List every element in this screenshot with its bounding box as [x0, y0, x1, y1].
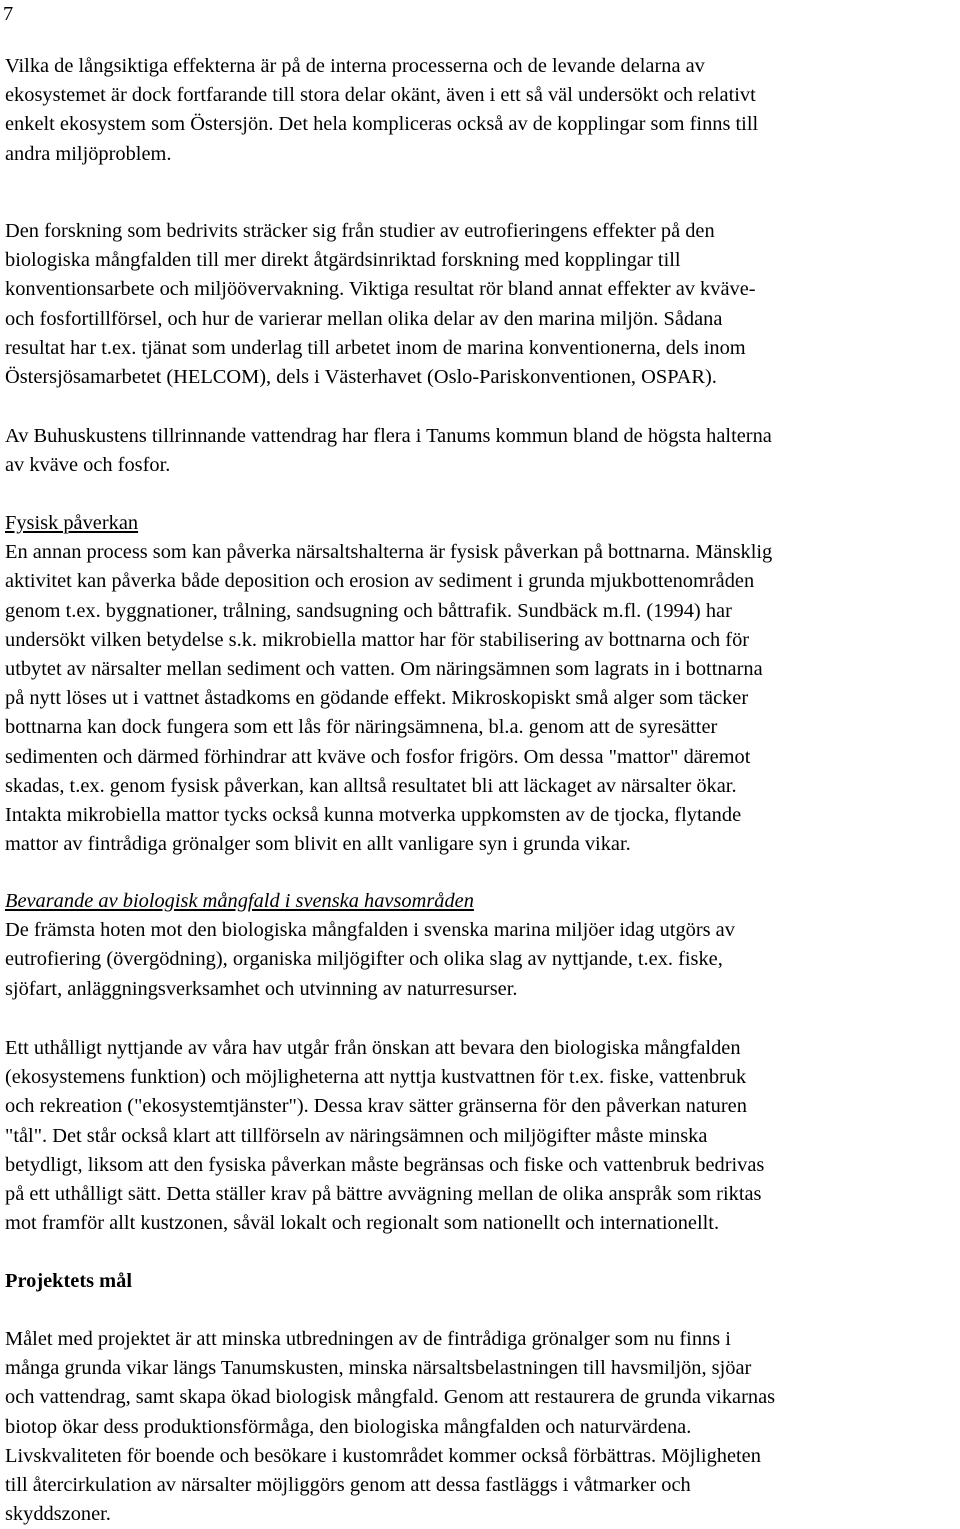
- text-line: Östersjösamarbetet (HELCOM), dels i Västerhavet (Oslo-Pariskonventionen, OSPAR).: [5, 365, 717, 388]
- text-line: sedimenten och därmed förhindrar att kväve och fosfor frigörs. Om dessa "mattor" däremot: [5, 745, 751, 768]
- text-line: till återcirkulation av närsalter möjliggörs genom att dessa fastläggs i våtmarker och: [5, 1473, 691, 1496]
- text-line: En annan process som kan påverka närsaltshalterna är fysisk påverkan på bottnarna. Mänsklig: [5, 541, 773, 564]
- text-line: på nytt löses ut i vattnet åstadkoms en gödande effekt. Mikroskopiskt små alger som täcker: [5, 687, 749, 710]
- text-line: genom t.ex. byggnationer, trålning, sandsugning och båttrafik. Sundbäck m.fl. (1994) har: [5, 599, 732, 622]
- paragraph-sustainable-use: [5, 1034, 960, 1238]
- text-line: (ekosystemens funktion) och möjligheterna att nyttja kustvattnen för t.ex. fiske, vattenbruk: [5, 1066, 747, 1089]
- text-line: ekosystemet är dock fortfarande till stora delar okänt, även i ett så väl undersökt och relativt: [5, 84, 756, 107]
- paragraph-long-term-effects: [5, 52, 960, 169]
- text-line: biotop ökar dess produktionsförmåga, den biologiska mångfalden och naturvärdena.: [5, 1415, 692, 1438]
- text-line: resultat har t.ex. tjänat som underlag till arbetet inom de marina konventionerna, dels inom: [5, 336, 746, 359]
- section-heading: Projektets mål: [5, 1270, 133, 1292]
- text-line: sjöfart, anläggningsverksamhet och utvinning av naturresurser.: [5, 977, 518, 1000]
- text-line: Den forskning som bedrivits sträcker sig från studier av eutrofieringens effekter på den: [5, 220, 715, 242]
- section-project-goal-heading: [5, 1267, 960, 1296]
- text-line: mot framför allt kustzonen, såväl lokalt och regionalt som nationellt och internationellt.: [5, 1212, 720, 1235]
- paragraph-bohuslan-streams: [5, 422, 960, 480]
- text-line: utbytet av närsalter mellan sediment och vatten. Om näringsämnen som lagrats in i bottnarna: [5, 657, 763, 680]
- text-line: skadas, t.ex. genom fysisk påverkan, kan alltså resultatet bli att läckaget av närsalter ökar.: [5, 774, 737, 797]
- text-line: Ett uthålligt nyttjande av våra hav utgår från önskan att bevara den biologiska mångfalden: [5, 1037, 741, 1059]
- section-heading: Bevarande av biologisk mångfald i svenska havsområden: [5, 890, 474, 912]
- page-number: 7: [3, 3, 14, 25]
- section-physical-impact: [5, 509, 960, 859]
- text-line: aktivitet kan påverka både deposition och erosion av sediment i grunda mjukbottenområden: [5, 570, 755, 593]
- text-line: många grunda vikar längs Tanumskusten, minska närsaltsbelastningen till havsmiljön, sjöar: [5, 1357, 752, 1380]
- text-line: undersökt vilken betydelse s.k. mikrobiella mattor har för stabilisering av bottnarna och för: [5, 628, 750, 651]
- paragraph-research: [5, 217, 960, 392]
- text-line: De främsta hoten mot den biologiska mångfalden i svenska marina miljöer idag utgörs av: [5, 919, 735, 942]
- text-line: bottnarna kan dock fungera som ett lås för näringsämnena, bl.a. genom att de syresätter: [5, 716, 718, 739]
- text-line: på ett uthålligt sätt. Detta ställer krav på bättre avvägning mellan de olika anspråk som riktas: [5, 1182, 762, 1205]
- text-line: biologiska mångfalden till mer direkt åtgärdsinriktad forskning med kopplingar till: [5, 249, 681, 272]
- text-line: enkelt ekosystem som Östersjön. Det hela kompliceras också av de kopplingar som finns till: [5, 113, 759, 136]
- text-line: och rekreation ("ekosystemtjänster"). Dessa krav sätter gränserna för den påverkan naturen: [5, 1095, 747, 1118]
- section-biodiversity: [5, 887, 960, 1004]
- text-line: "tål". Det står också klart att tillförseln av näringsämnen och miljögifter måste minska: [5, 1124, 708, 1147]
- text-line: Intakta mikrobiella mattor tycks också kunna motverka uppkomsten av de tjocka, flytande: [5, 803, 742, 826]
- section-heading: Fysisk påverkan: [5, 512, 139, 534]
- text-line: Vilka de långsiktiga effekterna är på de interna processerna och de levande delarna av: [5, 55, 705, 77]
- text-line: mattor av fintrådiga grönalger som blivit en allt vanligare syn i grunda vikar.: [5, 833, 631, 856]
- text-line: Livskvaliteten för boende och besökare i kustområdet kommer också förbättras. Möjligheten: [5, 1444, 761, 1467]
- text-line: eutrofiering (övergödning), organiska miljögifter och olika slag av nyttjande, t.ex. fiske,: [5, 948, 723, 971]
- text-line: och vattendrag, samt skapa ökad biologisk mångfald. Genom att restaurera de grunda vikarnas: [5, 1386, 776, 1409]
- text-line: Målet med projektet är att minska utbredningen av de fintrådiga grönalger som nu finns i: [5, 1328, 731, 1350]
- text-line: konventionsarbete och miljöövervakning. Viktiga resultat rör bland annat effekter av kväve-: [5, 278, 756, 301]
- text-line: betydligt, liksom att den fysiska påverkan måste begränsas och fiske och vattenbruk bedrivas: [5, 1153, 765, 1176]
- text-line: andra miljöproblem.: [5, 142, 172, 165]
- text-line: av kväve och fosfor.: [5, 454, 171, 477]
- text-line: Av Buhuskustens tillrinnande vattendrag har flera i Tanums kommun bland de högsta halterna: [5, 425, 772, 447]
- text-line: skyddszoner.: [5, 1503, 111, 1526]
- paragraph-project-goal: [5, 1325, 960, 1529]
- text-line: och fosfortillförsel, och hur de varierar mellan olika delar av den marina miljön. Sådana: [5, 307, 723, 330]
